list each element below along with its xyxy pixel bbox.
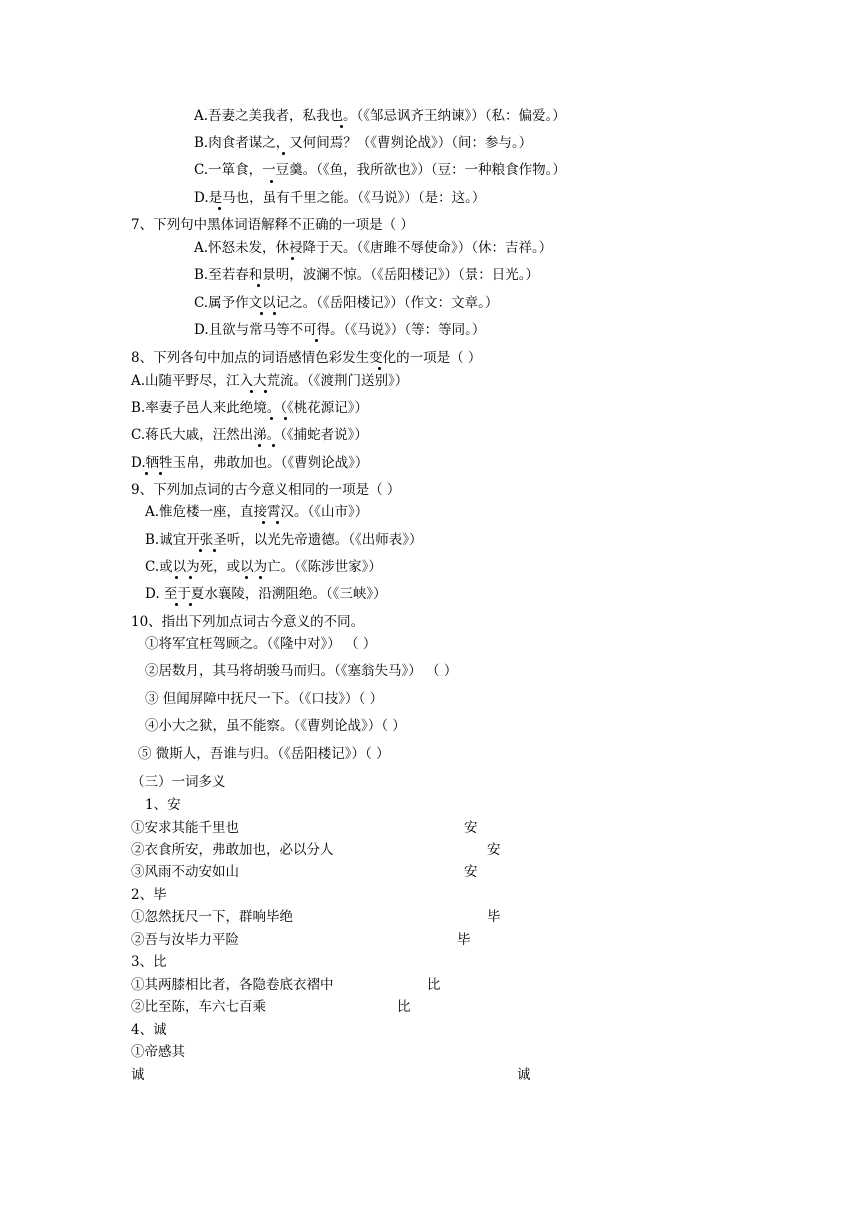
q6-option-d: D.是马也，虽有千里之能。（《马说》）（是：这。） xyxy=(194,190,486,206)
emphasis-dot xyxy=(257,284,260,287)
emphasis-dot xyxy=(159,472,162,475)
q8-option-b: B.率妻子邑人来此绝境。（《桃花源记》） xyxy=(131,400,368,416)
group-an-item-2-word: 安 xyxy=(487,842,501,858)
q7-option-a: A.怀怒未发，休祲降于天。（《唐雎不辱使命》）（休：吉祥。） xyxy=(194,240,553,256)
emphasis-dot xyxy=(291,257,294,260)
group-an-item-1: ①安求其能千里也 xyxy=(131,820,239,836)
q10-item-1: ①将军宜枉驾顾之。（《隆中对》） （ ） xyxy=(145,636,377,652)
emphasis-dot xyxy=(282,152,285,155)
group-an-item-3: ③风雨不动安如山 xyxy=(131,864,239,880)
group-cheng-item-2-word: 诚 xyxy=(517,1067,531,1083)
group-an-item-1-word: 安 xyxy=(464,820,478,836)
group-bi-item-1-word: 毕 xyxy=(487,909,501,925)
emphasis-dot xyxy=(315,339,318,342)
q7-option-d: D.且欲与常马等不可得。（《马说》）（等：等同。） xyxy=(194,322,486,338)
group-head-bi2: 3、比 xyxy=(131,954,167,970)
q10-item-5: ⑤ 微斯人，吾谁与归。（《岳阳楼记》）（ ） xyxy=(138,746,390,762)
q7-option-c: C.属予作文以记之。（《岳阳楼记》）（作文：文章。） xyxy=(194,295,499,311)
group-head-cheng: 4、诚 xyxy=(131,1022,167,1038)
group-an-item-3-word: 安 xyxy=(464,864,478,880)
emphasis-dot xyxy=(284,417,287,420)
q6-option-c: C.一箪食，一豆羹。（《鱼，我所欲也》）（豆：一种粮食作物。） xyxy=(194,162,566,178)
group-head-bi: 2、毕 xyxy=(131,887,167,903)
q8-option-d: D.牺牲玉帛，弗敢加也。（《曹刿论战》） xyxy=(131,455,369,471)
q7-option-b: B.至若春和景明，波澜不惊。（《岳阳楼记》）（景：日光。） xyxy=(194,267,539,283)
q10-item-4: ④小大之狱，虽不能察。（《曹刿论战》）（ ） xyxy=(145,718,406,734)
q9-option-b: B.诚宜开张圣听，以光先帝遗德。（《出师表》） xyxy=(145,532,423,548)
q10-item-2: ②居数月，其马将胡骏马而归。（《塞翁失马》） （ ） xyxy=(145,663,458,679)
emphasis-dot xyxy=(262,521,265,524)
emphasis-dot xyxy=(276,521,279,524)
q9-stem: 9、下列加点词的古今意义相同的一项是（ ） xyxy=(131,482,401,498)
q10-item-3: ③ 但闻屏障中抚尺一下。（《口技》）（ ） xyxy=(145,691,384,707)
group-cheng-item-1: ①帝感其 xyxy=(131,1044,185,1060)
group-bi-item-1: ①忽然抚尺一下，群响毕绝 xyxy=(131,909,293,925)
q7-stem: 7、下列句中黑体词语解释不正确的一项是（ ） xyxy=(131,217,414,233)
group-head-an: 1、安 xyxy=(145,797,181,813)
emphasis-dot xyxy=(340,125,343,128)
q9-option-c: C.或以为死，或以为亡。（《陈涉世家》） xyxy=(145,559,382,575)
q9-option-a: A.惟危楼一座，直接霄汉。（《山市》） xyxy=(145,504,369,520)
group-bi-item-2-word: 毕 xyxy=(457,932,471,948)
emphasis-dot xyxy=(213,549,216,552)
emphasis-dot xyxy=(378,367,381,370)
group-cheng-item-2: 诚 xyxy=(131,1067,145,1083)
emphasis-dot xyxy=(189,576,192,579)
group-bi-item-2: ②吾与汝毕力平险 xyxy=(131,932,239,948)
emphasis-dot xyxy=(270,180,273,183)
q6-option-a: A.吾妻之美我者，私我也。（《邹忌讽齐王纳谏》）（私：偏爱。） xyxy=(194,108,566,124)
emphasis-dot xyxy=(245,576,248,579)
section3-title: （三）一词多义 xyxy=(131,774,226,790)
emphasis-dot xyxy=(259,576,262,579)
group-bi2-item-2-word: 比 xyxy=(397,999,411,1015)
group-an-item-2: ②衣食所安，弗敢加也，必以分人 xyxy=(131,842,334,858)
emphasis-dot xyxy=(273,312,276,315)
emphasis-dot xyxy=(258,444,261,447)
group-bi2-item-2: ②比至陈，车六七百乘 xyxy=(131,999,266,1015)
emphasis-dot xyxy=(260,312,263,315)
emphasis-dot xyxy=(175,603,178,606)
emphasis-dot xyxy=(175,576,178,579)
q8-stem: 8、下列各句中加点的词语感情色彩发生变化的一项是（ ） xyxy=(131,350,482,366)
q9-option-d: D. 至于夏水襄陵，沿溯阻绝。（《三峡》） xyxy=(145,586,387,602)
emphasis-dot xyxy=(189,603,192,606)
emphasis-dot xyxy=(270,417,273,420)
emphasis-dot xyxy=(264,390,267,393)
emphasis-dot xyxy=(272,444,275,447)
q6-option-b: B.肉食者谋之，又何间焉？（《曹刿论战》）（间：参与。） xyxy=(194,135,533,151)
emphasis-dot xyxy=(218,207,221,210)
q8-option-a: A.山随平野尽，江入大荒流。（《渡荆门送别》） xyxy=(131,373,409,389)
q8-option-c: C.蒋氏大戚，汪然出涕。（《捕蛇者说》） xyxy=(131,427,368,443)
group-bi2-item-1: ①其两膝相比者，各隐卷底衣褶中 xyxy=(131,977,334,993)
emphasis-dot xyxy=(145,472,148,475)
q10-stem: 10、指出下列加点词古今意义的不同。 xyxy=(131,614,365,630)
emphasis-dot xyxy=(199,549,202,552)
emphasis-dot xyxy=(250,390,253,393)
group-bi2-item-1-word: 比 xyxy=(427,977,441,993)
